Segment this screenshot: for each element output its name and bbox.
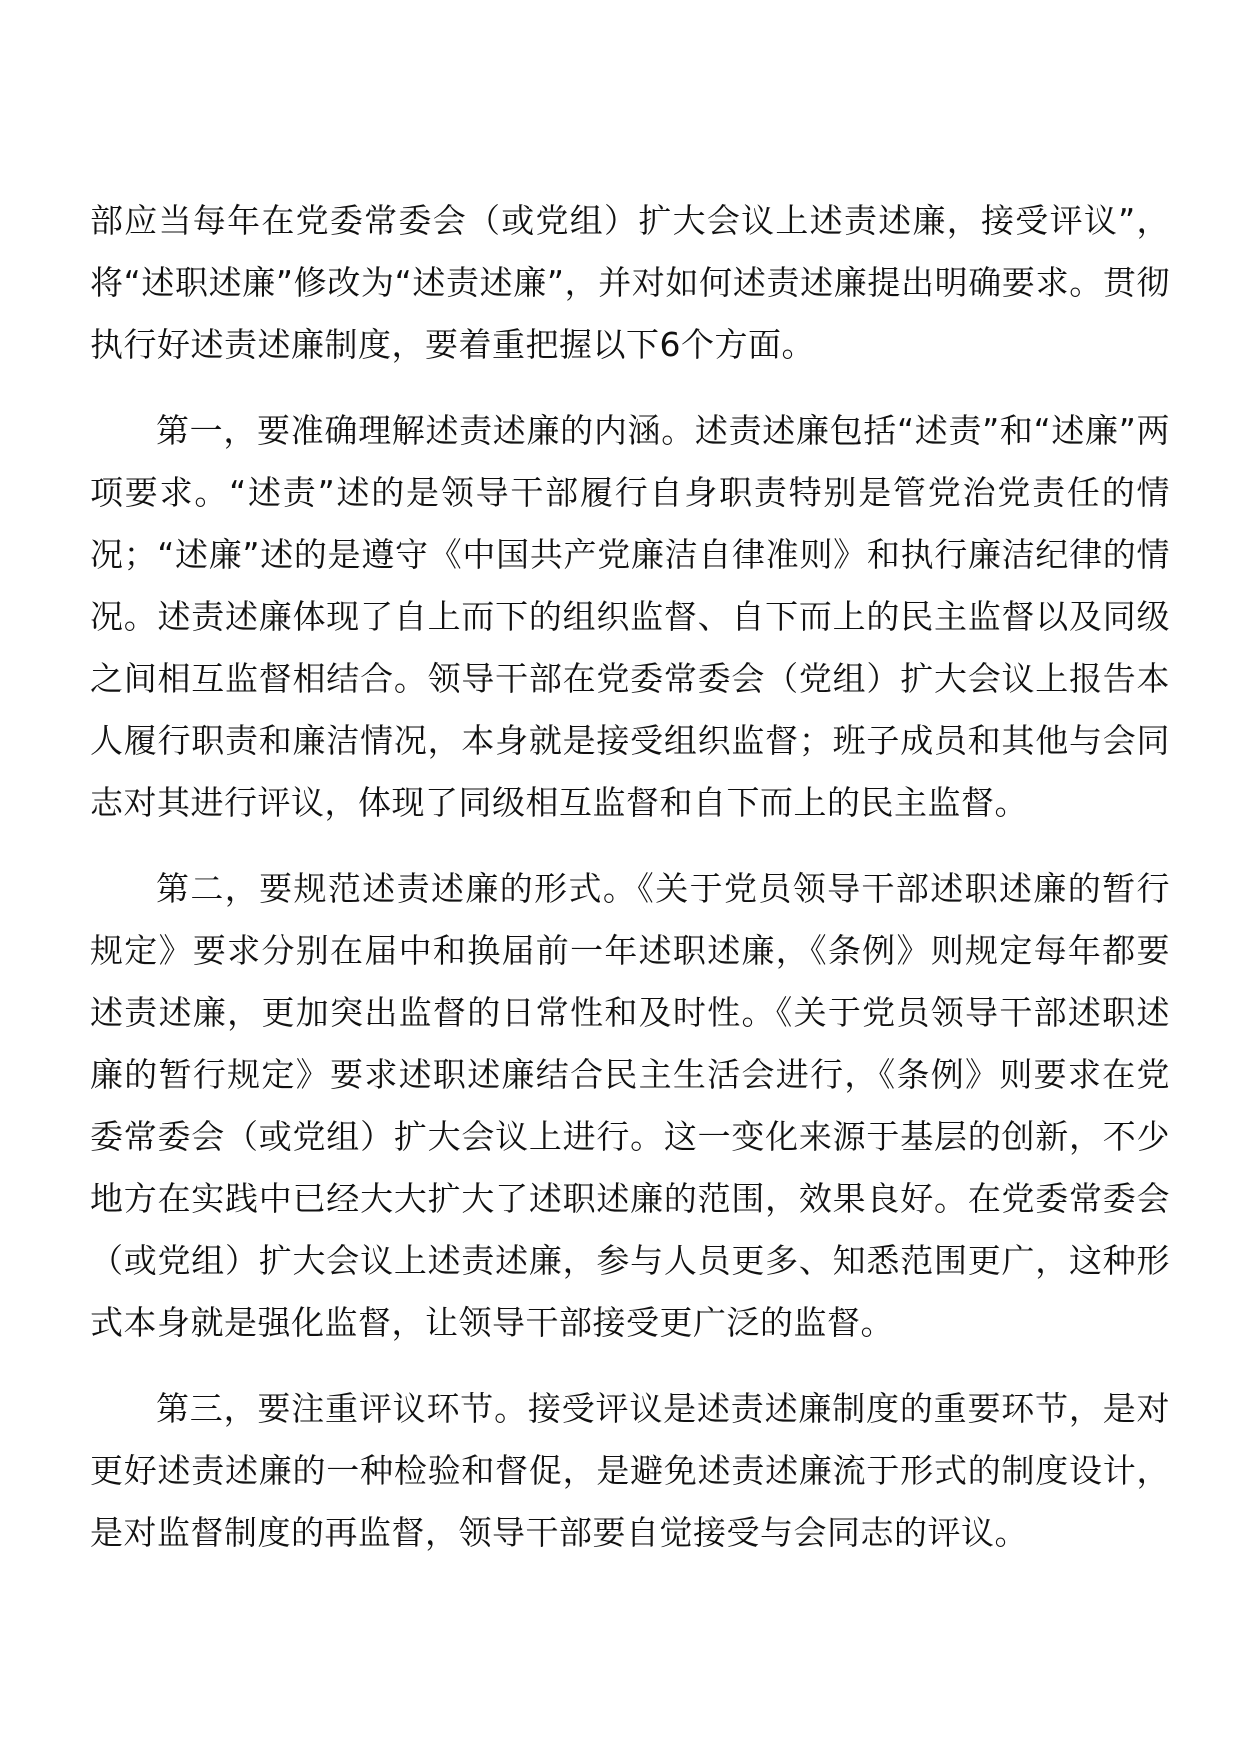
paragraph-second-point: 第二，要规范述责述廉的形式。《关于党员领导干部述职述廉的暂行规定》要求分别在届中和换届前一年述职述廉，《条例》则规定每年都要述责述廉，更加突出监督的日常性和及时性。《关于党员领导干部述职述廉的暂行规定》要求述职述廉结合民主生活会进行，《条例》则要求在党委常委会（或党组）扩大会议上进行。这一变化来源于基层的创新，不少地方在实践中已经大大扩大了述职述廉的范围，效果良好。在党委常委会（或党组）扩大会议上述责述廉，参与人员更多、知悉范围更广，这种形式本身就是强化监督，让领导干部接受更广泛的监督。 — [90, 869, 1170, 1342]
paragraph-first-point: 第一，要准确理解述责述廉的内涵。述责述廉包括“述责”和“述廉”两项要求。“述责”述的是领导干部履行自身职责特别是管党治党责任的情况；“述廉”述的是遵守《中国共产党廉洁自律准则》和执行廉洁纪律的情况。述责述廉体现了自上而下的组织监督、自下而上的民主监督以及同级之间相互监督相结合。领导干部在党委常委会（党组）扩大会议上报告本人履行职责和廉洁情况，本身就是接受组织监督；班子成员和其他与会同志对其进行评议，体现了同级相互监督和自下而上的民主监督。 — [90, 411, 1170, 822]
paragraph-third-point: 第三，要注重评议环节。接受评议是述责述廉制度的重要环节，是对更好述责述廉的一种检验和督促，是避免述责述廉流于形式的制度设计，是对监督制度的再监督，领导干部要自觉接受与会同志的评议。 — [90, 1389, 1170, 1552]
paragraph-continuation: 部应当每年在党委常委会（或党组）扩大会议上述责述廉，接受评议”，将“述职述廉”修改为“述责述廉”，并对如何述责述廉提出明确要求。贯彻执行好述责述廉制度，要着重把握以下6个方面。 — [90, 201, 1170, 364]
document-page — [90, 190, 1170, 1588]
